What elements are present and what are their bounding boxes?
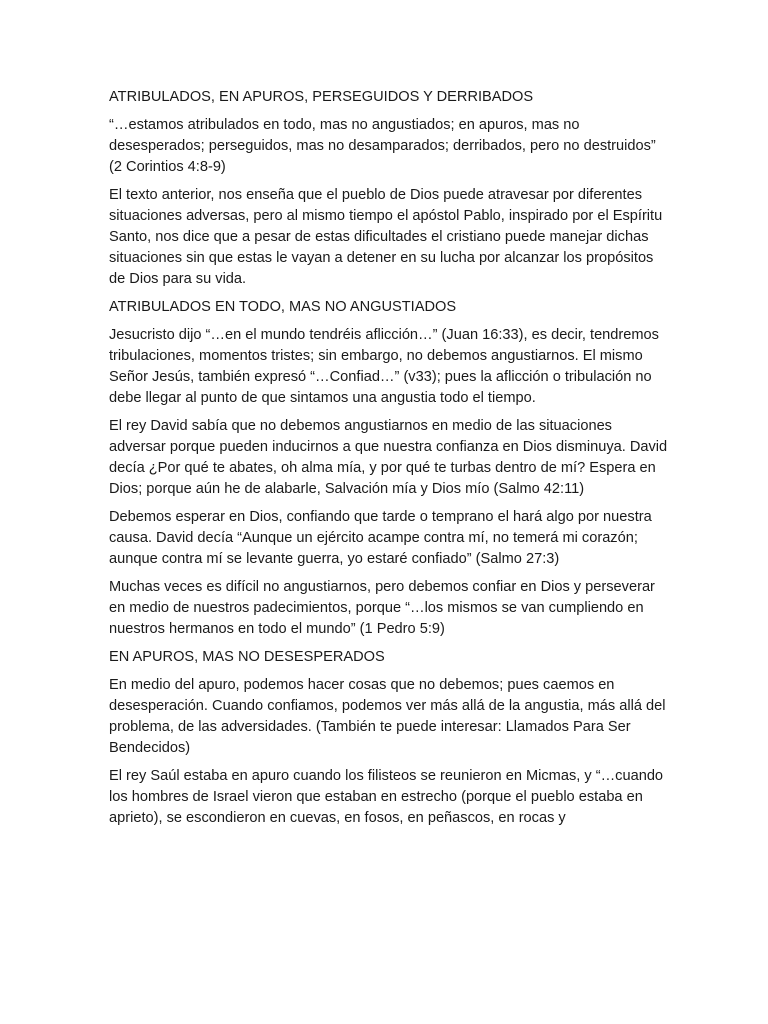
body-paragraph: Debemos esperar en Dios, confiando que tarde o temprano el hará algo por nuestra causa. David decía “Aunque un ejército acampe contra mí, no temerá mi corazón; aunque contra mí se levante guerra, yo estaré confiado” (Salmo 27:3) — [109, 509, 652, 567]
section-heading: ATRIBULADOS, EN APUROS, PERSEGUIDOS Y DERRIBADOS — [109, 89, 534, 105]
section-heading: ATRIBULADOS EN TODO, MAS NO ANGUSTIADOS — [109, 299, 457, 315]
body-paragraph: Jesucristo dijo “…en el mundo tendréis aflicción…” (Juan 16:33), es decir, tendremos tribulaciones, momentos tristes; sin embargo, no debemos angustiarnos. El mismo Señor Jesús, también expresó “…Confiad…” (v33); pues la aflicción o tribulación no debe llegar al punto de que sintamos una angustia todo el tiempo. — [109, 327, 659, 406]
body-paragraph: El texto anterior, nos enseña que el pueblo de Dios puede atravesar por diferentes situaciones adversas, pero al mismo tiempo el apóstol Pablo, inspirado por el Espíritu Santo, nos dice que a pesar de estas dificultades el cristiano puede manejar dichas situaciones sin que estas le vayan a detener en su lucha por alcanzar los propósitos de Dios para su vida. — [109, 187, 663, 287]
body-paragraph: El rey David sabía que no debemos angustiarnos en medio de las situaciones adversar porque pueden inducirnos a que nuestra confianza en Dios disminuya. David decía ¿Por qué te abates, oh alma mía, y por qué te turbas dentro de mí? Espera en Dios; porque aún he de alabarle, Salvación mía y Dios mío (Salmo 42:11) — [109, 418, 668, 497]
body-paragraph: El rey Saúl estaba en apuro cuando los filisteos se reunieron en Micmas, y “…cuando los hombres de Israel vieron que estaban en estrecho (porque el pueblo estaba en aprieto), se escondieron en cuevas, en fosos, en peñascos, en rocas y — [109, 768, 664, 826]
body-paragraph: Muchas veces es difícil no angustiarnos, pero debemos confiar en Dios y perseverar en medio de nuestros padecimientos, porque “…los mismos se van cumpliendo en nuestros hermanos en todo el mundo” (1 Pedro 5:9) — [109, 579, 655, 637]
section-heading: EN APUROS, MAS NO DESESPERADOS — [109, 649, 385, 665]
body-paragraph: En medio del apuro, podemos hacer cosas que no debemos; pues caemos en desesperación. Cuando confiamos, podemos ver más allá de la angustia, más allá del problema, de las adversidades. (También te puede interesar: Llamados Para Ser Bendecidos) — [109, 677, 666, 756]
scripture-quote: “…estamos atribulados en todo, mas no angustiados; en apuros, mas no desesperados; perseguidos, mas no desamparados; derribados, pero no destruidos” (2 Corintios 4:8-9) — [109, 117, 656, 175]
